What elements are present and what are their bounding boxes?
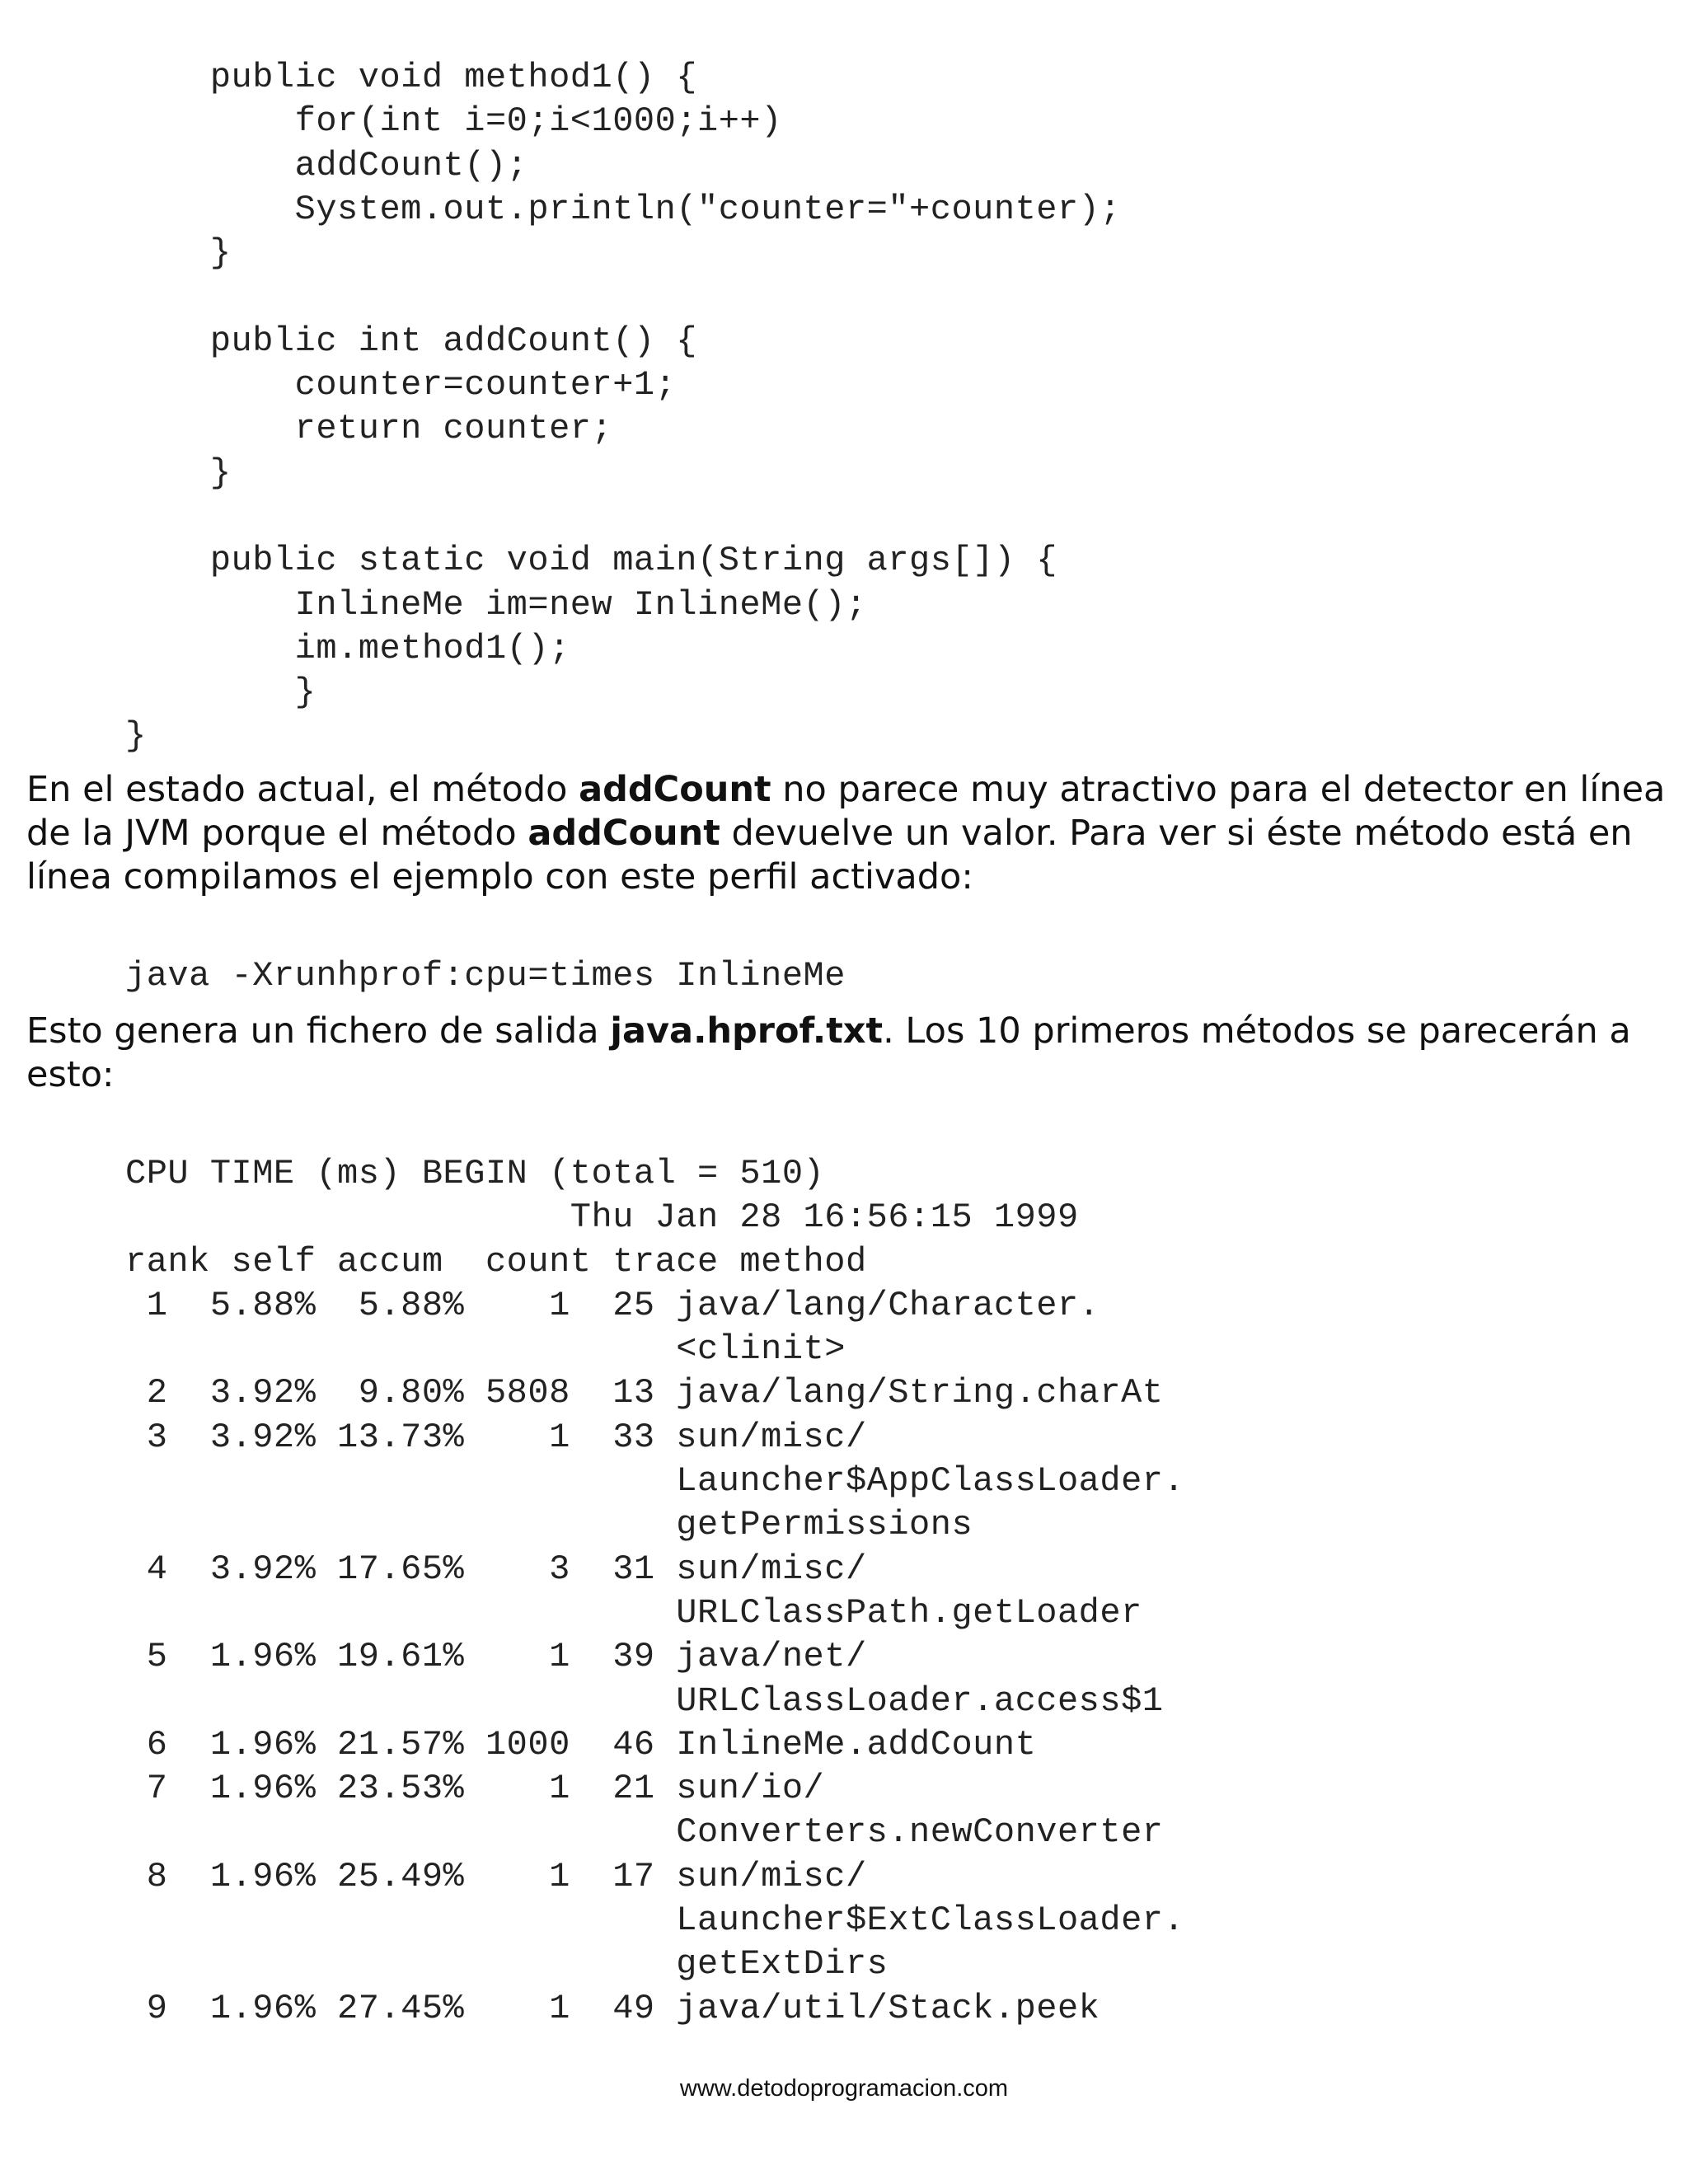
bold-file-name: java.hprof.txt — [610, 1010, 884, 1052]
output-row: 3 3.92% 13.73% 1 33 sun/misc/ — [125, 1417, 867, 1457]
code-line: public int addCount() { — [125, 321, 698, 361]
code-line: InlineMe im=new InlineMe(); — [125, 584, 867, 625]
bold-method-name: addCount — [579, 769, 771, 810]
code-line: public void method1() { — [125, 58, 698, 97]
code-line: } — [125, 716, 147, 757]
code-line: return counter; — [125, 409, 613, 449]
output-row: 8 1.96% 25.49% 1 17 sun/misc/ — [125, 1856, 867, 1896]
output-row: Launcher$ExtClassLoader. — [125, 1900, 1185, 1941]
output-row: Launcher$AppClassLoader. — [125, 1461, 1185, 1502]
output-row: 6 1.96% 21.57% 1000 46 InlineMe.addCount — [125, 1724, 1037, 1765]
bold-method-name: addCount — [528, 813, 720, 854]
code-line: addCount(); — [125, 145, 528, 185]
output-row: 9 1.96% 27.45% 1 49 java/util/Stack.peek — [125, 1988, 1100, 2028]
output-header: rank self accum count trace method — [125, 1241, 867, 1282]
code-line: System.out.println("counter="+counter); — [125, 189, 1122, 229]
output-row: getPermissions — [125, 1505, 973, 1545]
output-row: 5 1.96% 19.61% 1 39 java/net/ — [125, 1637, 867, 1677]
paragraph-output-file: Esto genera un fichero de salida java.hprof.txt. Los 10 primeros métodos se parecerán a esto: — [26, 1010, 1631, 1095]
code-line: } — [125, 673, 316, 713]
code-line: im.method1(); — [125, 628, 570, 668]
output-row: 1 5.88% 5.88% 1 25 java/lang/Character. — [125, 1285, 1100, 1325]
output-row: URLClassLoader.access$1 — [125, 1680, 1164, 1721]
java-code-block — [125, 56, 1121, 759]
output-line: Thu Jan 28 16:56:15 1999 — [125, 1197, 1079, 1238]
output-row: Converters.newConverter — [125, 1812, 1164, 1853]
output-row: 4 3.92% 17.65% 3 31 sun/misc/ — [125, 1549, 867, 1589]
paragraph-inline-detector: En el estado actual, el método addCount no parece muy atractivo para el detector en línea de la JVM porque el método addCount devuelve un valor. Para ver si éste método está en línea compilamos el ejemplo con este perfil activado: — [26, 769, 1666, 898]
output-row: getExtDirs — [125, 1944, 889, 1985]
footer-url: www.detodoprogramacion.com — [679, 2075, 1009, 2102]
code-line: } — [125, 452, 232, 493]
output-row: 7 1.96% 23.53% 1 21 sun/io/ — [125, 1769, 825, 1809]
output-row: <clinit> — [125, 1329, 846, 1370]
output-row: 2 3.92% 9.80% 5808 13 java/lang/String.charAt — [125, 1373, 1164, 1413]
code-line: public static void main(String args[]) { — [125, 541, 1057, 581]
output-row: URLClassPath.getLoader — [125, 1592, 1142, 1633]
code-line: counter=counter+1; — [125, 365, 677, 405]
command-line: java -Xrunhprof:cpu=times InlineMe — [125, 956, 846, 996]
code-line: } — [125, 233, 232, 274]
hprof-output-block — [125, 1152, 1184, 2031]
code-line: for(int i=0;i<1000;i++) — [125, 101, 782, 142]
output-line: CPU TIME (ms) BEGIN (total = 510) — [125, 1154, 825, 1193]
